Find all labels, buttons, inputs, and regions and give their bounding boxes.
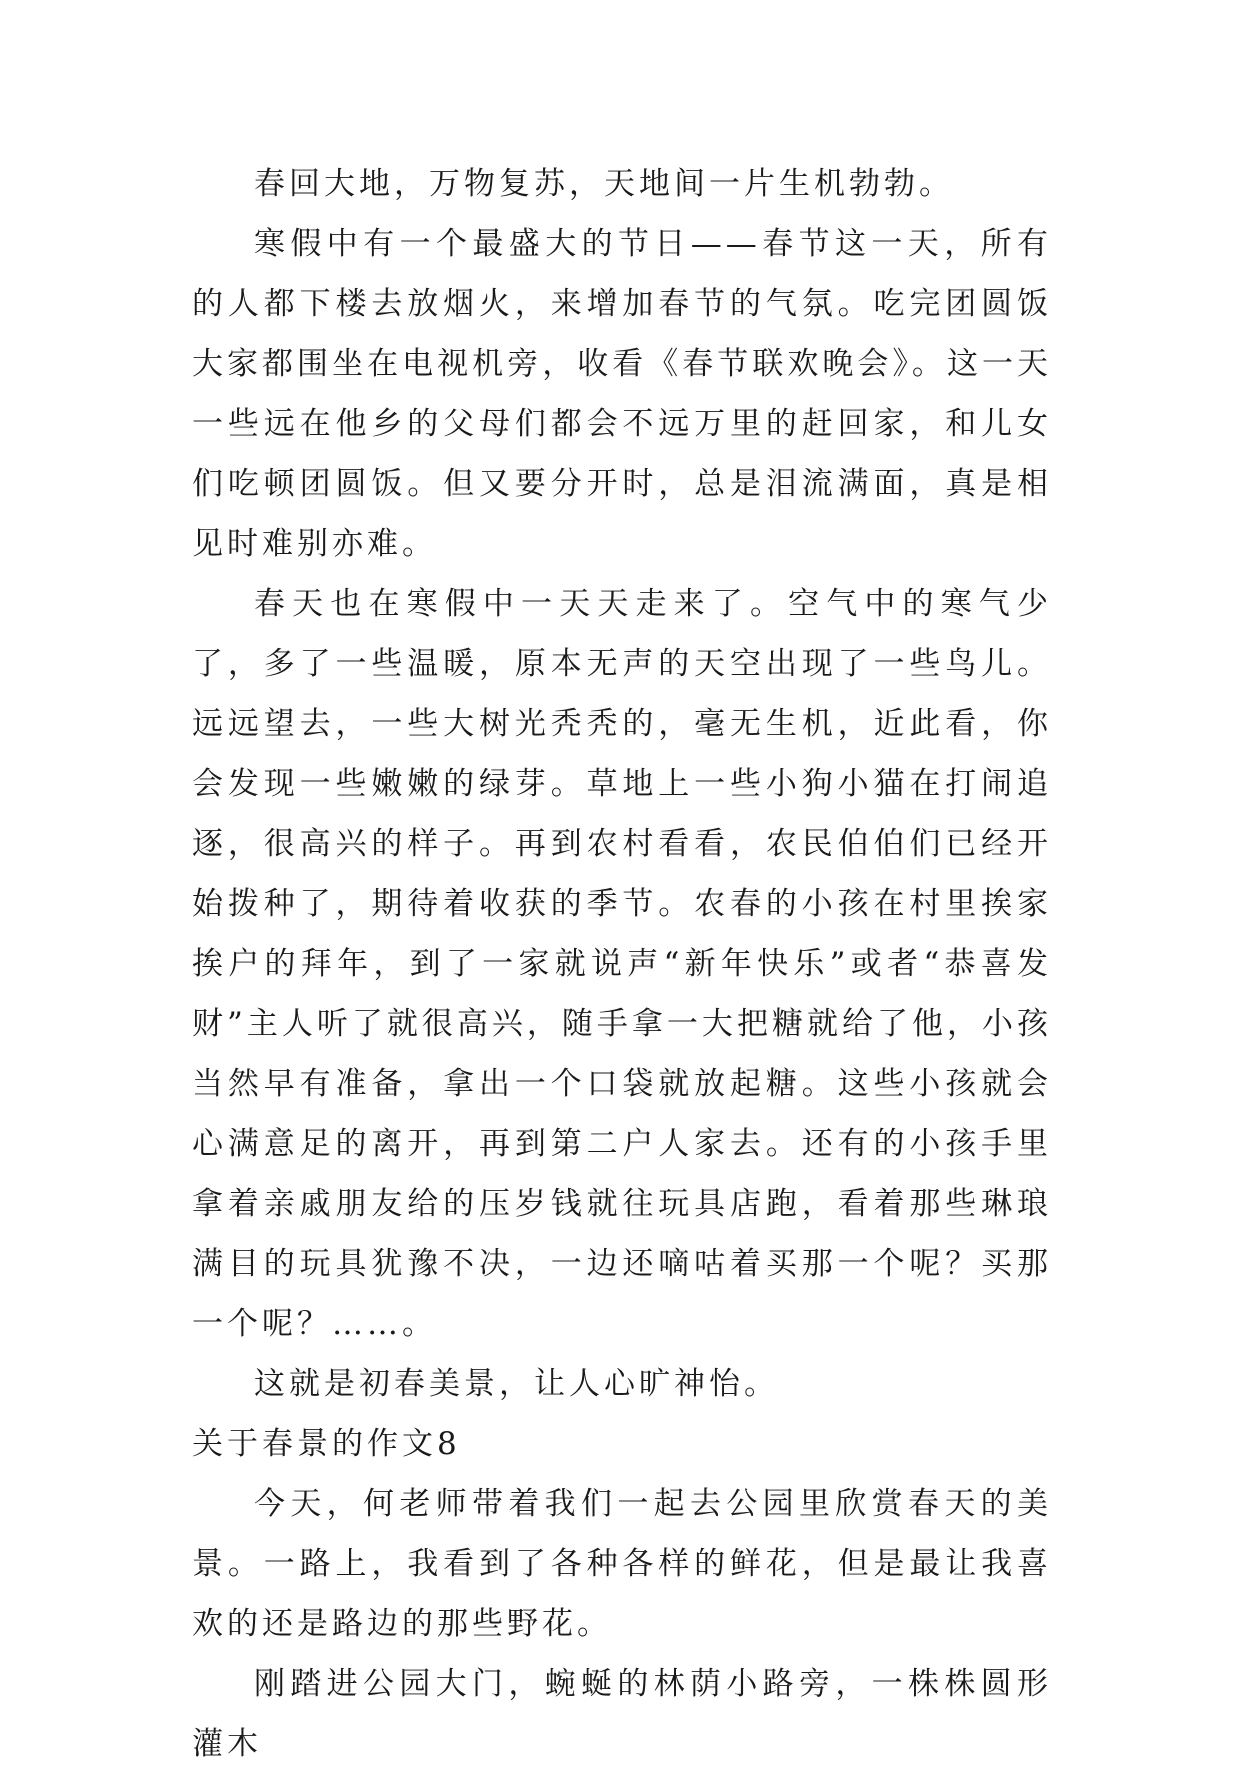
paragraph-park-entrance: 刚踏进公园大门，蜿蜒的林荫小路旁，一株株圆形灌木 — [192, 1666, 1052, 1762]
paragraph-spring-arrives: 春天也在寒假中一天天走来了。空气中的寒气少了，多了一些温暖，原本无声的天空出现了一些鸟儿。远远望去，一些大树光秃秃的，毫无生机，近此看，你会发现一些嫩嫩的绿芽。草地上一些小狗小猫在打闹追逐，很高兴的样子。再到农村看看，农民伯伯们已经开始拨种了，期待着收获的季节。农春的小孩在村里挨家挨户的拜年，到了一家就说声“新年快乐”或者“恭喜发财”主人听了就很高兴，随手拿一大把糖就给了他，小孩当然早有准备，拿出一个口袋就放起糖。这些小孩就会心满意足的离开，再到第二户人家去。还有的小孩手里拿着亲戚朋友给的压岁钱就往玩具店跑，看着那些琳琅满目的玩具犹豫不决，一边还嘀咕着买那一个呢？买那一个呢？……。 — [192, 586, 1052, 1342]
paragraph-conclusion: 这就是初春美景，让人心旷神怡。 — [254, 1366, 779, 1402]
paragraph-park-visit: 今天，何老师带着我们一起去公园里欣赏春天的美景。一路上，我看到了各种各样的鲜花，但是最让我喜欢的还是路边的那些野花。 — [192, 1486, 1052, 1642]
paragraph-spring-returns: 春回大地，万物复苏，天地间一片生机勃勃。 — [254, 166, 954, 202]
section-heading: 关于春景的作文8 — [192, 1426, 461, 1462]
paragraph-spring-festival: 寒假中有一个最盛大的节日——春节这一天，所有的人都下楼去放烟火，来增加春节的气氛。吃完团圆饭大家都围坐在电视机旁，收看《春节联欢晚会》。这一天一些远在他乡的父母们都会不远万里的赶回家，和儿女们吃顿团圆饭。但又要分开时，总是泪流满面，真是相见时难别亦难。 — [192, 226, 1052, 562]
document-body — [192, 154, 1052, 1774]
